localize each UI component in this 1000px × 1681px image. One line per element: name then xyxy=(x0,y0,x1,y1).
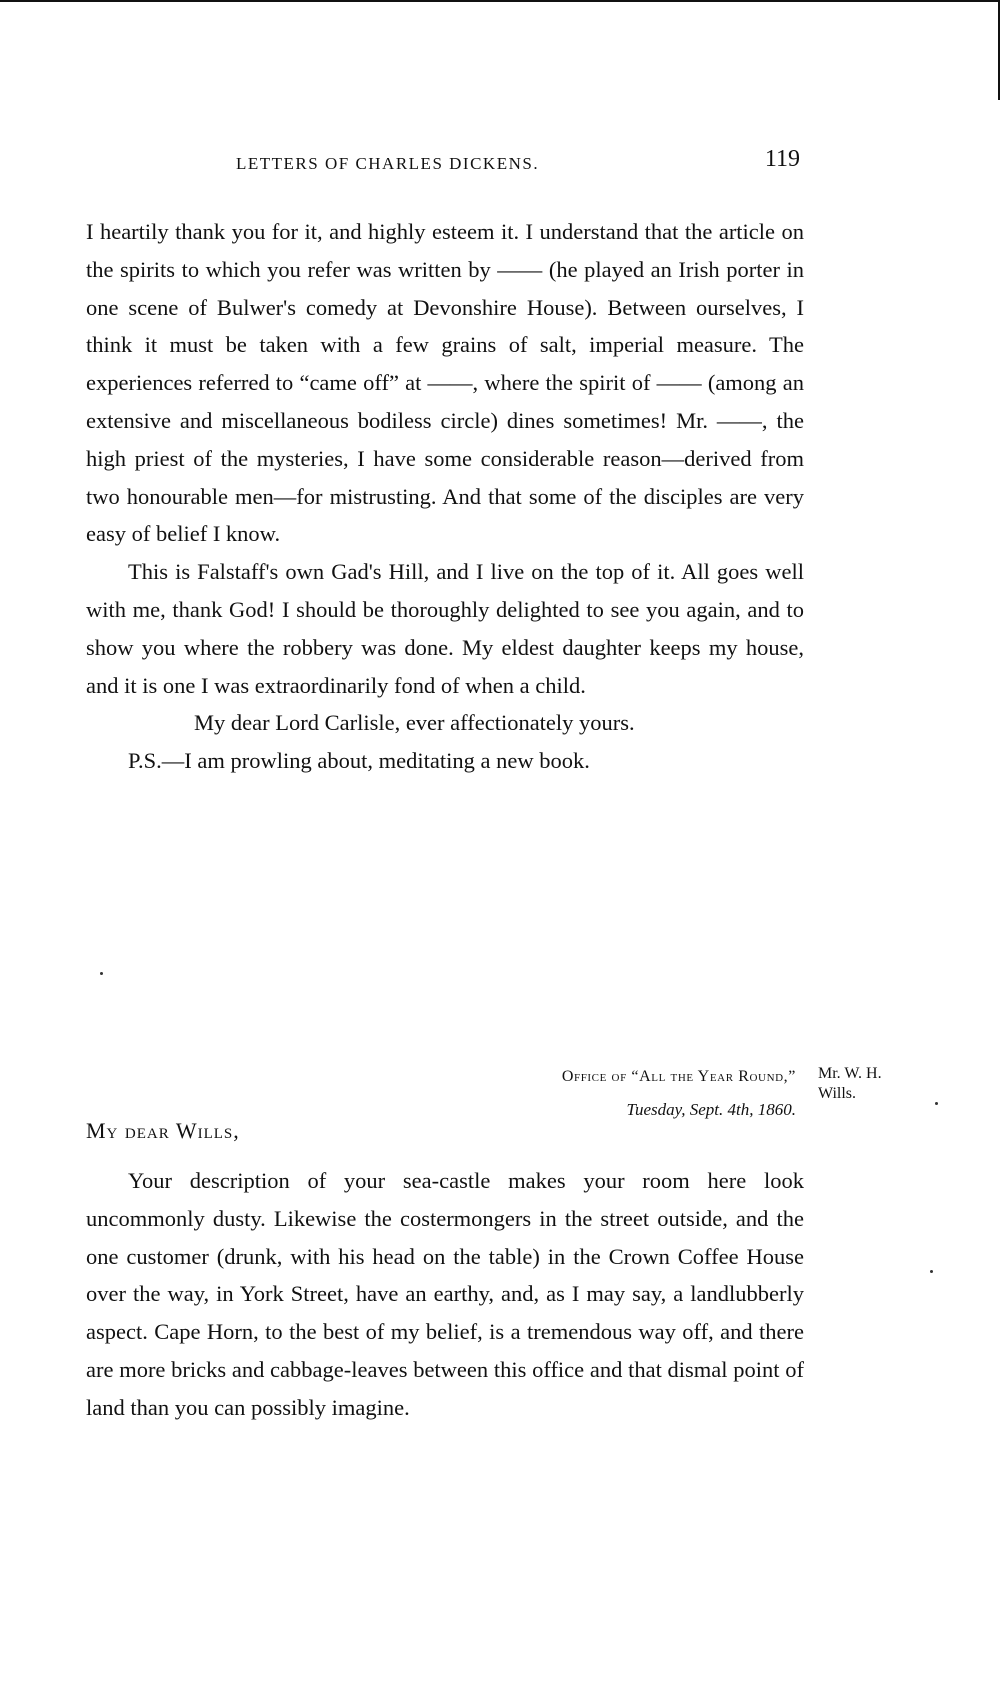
letter-carlisle-postscript: P.S.—I am prowling about, meditating a new book. xyxy=(128,748,590,774)
margin-note-recipient xyxy=(818,1064,882,1104)
letter-wills-paragraph-1: Your description of your sea-castle makes your room here look uncommonly dusty. Likewise the costermongers in the street outside, and the one customer (drunk, with his head on the table) in the Crown Coffee House over the way, in York Street, have an earthy, and, as I may say, a landlubberly aspect. Cape Horn, to the best of my belief, is a tremendous way off, and there are more bricks and cabbage-leaves between this office and that dismal point of land than you can possibly imagine. xyxy=(86,1168,804,1420)
scan-speck xyxy=(935,1102,938,1105)
margin-note-line-1: Mr. W. H. xyxy=(818,1065,882,1082)
letter-carlisle-paragraph-1: I heartily thank you for it, and highly esteem it. I understand that the article on the spirits to which you refer was written by —— (he played an Irish porter in one scene of Bulwer's comedy at Devonshire House). Between ourselves, I think it must be taken with a few grains of salt, imperial measure. The experiences referred to “came off” at ——, where the spirit of —— (among an extensive and miscellaneous bodiless circle) dines sometimes! Mr. ——, the high priest of the mysteries, I have some considerable reason—derived from two honourable men—for mistrusting. And that some of the disciples are very easy of belief I know. xyxy=(86,219,804,547)
page-number: 119 xyxy=(764,146,800,172)
letter-carlisle xyxy=(86,213,804,780)
letter-wills-office: Office of “All the Year Round,” xyxy=(561,1068,796,1085)
scan-speck xyxy=(930,1270,933,1273)
letter-wills-salutation: My dear Wills, xyxy=(86,1118,240,1143)
letter-wills-date: Tuesday, Sept. 4th, 1860. xyxy=(626,1100,796,1119)
letter-carlisle-paragraph-2: This is Falstaff's own Gad's Hill, and I live on the top of it. All goes well with me, thank God! I should be thoroughly delighted to see you again, and to show you where the robbery was done. My eldest daughter keeps my house, and it is one I was extraordinarily fond of when a child. xyxy=(86,559,804,698)
scan-edge-top xyxy=(0,0,1000,6)
running-head: LETTERS OF CHARLES DICKENS. xyxy=(236,154,540,173)
scan-speck xyxy=(100,972,103,975)
letter-wills xyxy=(86,1162,804,1427)
page-header xyxy=(88,146,800,182)
margin-note-line-2: Wills. xyxy=(818,1085,857,1102)
letter-carlisle-sign-off: My dear Lord Carlisle, ever affectionately yours. xyxy=(194,710,635,736)
